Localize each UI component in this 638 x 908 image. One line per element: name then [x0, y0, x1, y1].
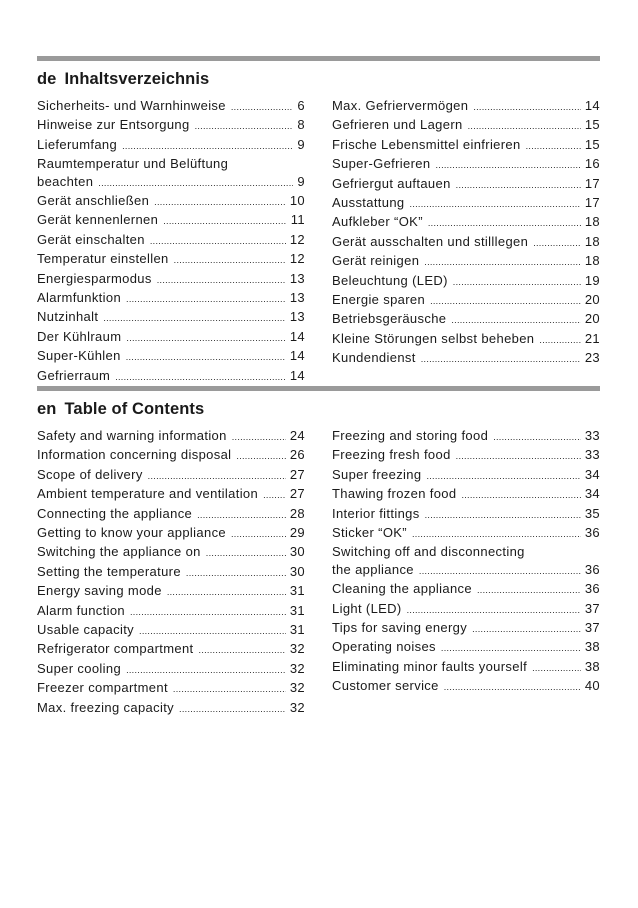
- toc-entry-title: Gefrieren und Lagern: [332, 117, 463, 133]
- toc-entry-page: 11: [290, 212, 305, 228]
- dot-leader: [206, 545, 286, 562]
- toc-entry-title: Super-Gefrieren: [332, 156, 431, 172]
- toc-entry: [332, 485, 600, 504]
- toc-entry-page: 35: [584, 505, 600, 521]
- toc-entry-page: 29: [289, 525, 305, 541]
- dot-leader: [407, 602, 581, 619]
- toc-entry-page: 18: [584, 214, 600, 230]
- dot-leader: [163, 213, 287, 230]
- toc-entry-title: Gerät anschließen: [37, 193, 150, 209]
- language-code: en: [37, 400, 57, 418]
- toc-entry-page: 32: [289, 641, 305, 657]
- toc-entry-page: 34: [584, 466, 600, 482]
- toc-entry: [37, 347, 305, 366]
- toc-entry: [37, 367, 305, 386]
- toc-entry: [332, 658, 600, 677]
- toc-entry: [37, 563, 305, 582]
- toc-entry-page: 16: [584, 156, 600, 172]
- toc-entry-title: Light (LED): [332, 600, 402, 616]
- toc-entry: [37, 699, 305, 718]
- dot-leader: [424, 254, 581, 271]
- toc-entry-title: Frische Lebensmittel einfrieren: [332, 136, 521, 152]
- toc-entry-page: 13: [289, 270, 305, 286]
- toc-entry-page: 9: [297, 136, 305, 152]
- dot-leader: [236, 448, 285, 465]
- dot-leader: [126, 662, 286, 679]
- toc-entry-line: [332, 543, 600, 560]
- toc-entry: [37, 602, 305, 621]
- toc-entry: [37, 289, 305, 308]
- toc-entry: [37, 270, 305, 289]
- dot-leader: [412, 526, 581, 543]
- toc-entry-title: Interior fittings: [332, 505, 420, 521]
- toc-entry: [332, 310, 600, 329]
- toc-entry: [37, 543, 305, 562]
- section-divider: [37, 56, 600, 61]
- dot-leader: [103, 310, 286, 327]
- toc-entry-title: Energy saving mode: [37, 583, 162, 599]
- dot-leader: [232, 429, 286, 446]
- toc-entry-page: 20: [584, 311, 600, 327]
- toc-entry-title: Hinweise zur Entsorgung: [37, 117, 190, 133]
- dot-leader: [453, 274, 581, 291]
- toc-entry-title-continuation: the appliance: [332, 561, 414, 577]
- toc-entry-title: Connecting the appliance: [37, 505, 193, 521]
- toc-entry: [332, 466, 600, 485]
- toc-entry-title: Lieferumfang: [37, 136, 118, 152]
- toc-entry-title: Gerät einschalten: [37, 231, 145, 247]
- toc-entry-title: Getting to know your appliance: [37, 525, 226, 541]
- toc-entry-title: Refrigerator compartment: [37, 641, 194, 657]
- toc-entry: [332, 97, 600, 116]
- toc-entry-page: 14: [289, 367, 305, 383]
- dot-leader: [430, 293, 581, 310]
- dot-leader: [526, 138, 581, 155]
- dot-leader: [174, 252, 286, 269]
- toc-entry-title: Customer service: [332, 678, 439, 694]
- toc-entry: [332, 213, 600, 232]
- toc-entry-title: Temperatur einstellen: [37, 251, 169, 267]
- toc-entry: [37, 640, 305, 659]
- toc-entry-title: Alarmfunktion: [37, 290, 122, 306]
- toc-entry: [332, 136, 600, 155]
- toc-entry: [332, 252, 600, 271]
- dot-leader: [533, 235, 581, 252]
- toc-entry-title: Gefrierraum: [37, 367, 111, 383]
- dot-leader: [186, 565, 286, 582]
- toc-entry-page: 14: [584, 98, 600, 113]
- section-divider: [37, 386, 600, 391]
- toc-entry-title: Switching the appliance on: [37, 544, 201, 560]
- dot-leader: [231, 99, 294, 116]
- toc-entry-page: 12: [289, 231, 305, 247]
- toc-entry-page: 40: [584, 678, 600, 694]
- toc-entry-title: Nutzinhalt: [37, 309, 99, 325]
- toc-entry-title: Ausstattung: [332, 195, 405, 211]
- toc-entry-page: 14: [289, 328, 305, 344]
- dot-leader: [468, 118, 581, 135]
- toc-entry-title: Ambient temperature and ventilation: [37, 486, 259, 502]
- toc-entry: [37, 485, 305, 504]
- dot-leader: [421, 351, 581, 368]
- toc-entry-title: Gerät ausschalten und stilllegen: [332, 233, 529, 249]
- toc-entry-title: Raumtemperatur und Belüftung: [37, 156, 229, 172]
- toc-entry: [332, 175, 600, 194]
- toc-entry-title: Gerät kennenlernen: [37, 212, 159, 228]
- toc-entry: [37, 231, 305, 250]
- toc-entry-page: 34: [584, 486, 600, 502]
- dot-leader: [150, 233, 286, 250]
- toc-entry: [37, 173, 305, 192]
- toc-entry: [37, 446, 305, 465]
- toc-entry-page: 24: [289, 428, 305, 443]
- toc-entry: [37, 660, 305, 679]
- section-heading: [37, 68, 600, 90]
- toc-entry: [332, 524, 600, 543]
- toc-entry-title: Max. Gefriervermögen: [332, 98, 469, 113]
- toc-column-left: [37, 97, 305, 386]
- toc-entry-title: Freezer compartment: [37, 680, 168, 696]
- toc-entry-title: Sicherheits- und Warnhinweise: [37, 98, 226, 113]
- toc-entry: [332, 291, 600, 310]
- dot-leader: [493, 429, 581, 446]
- toc-entry: [37, 136, 305, 155]
- toc-entry: [332, 349, 600, 368]
- toc-entry-page: 31: [289, 622, 305, 638]
- toc-entry: [37, 328, 305, 347]
- toc-entry: [332, 580, 600, 599]
- toc-column-right: [332, 97, 600, 369]
- section-title: Inhaltsverzeichnis: [64, 70, 210, 88]
- dot-leader: [456, 177, 581, 194]
- toc-entry: [37, 308, 305, 327]
- dot-leader: [428, 215, 581, 232]
- toc-entry: [37, 466, 305, 485]
- dot-leader: [122, 138, 293, 155]
- toc-entry-title: Alarm function: [37, 602, 125, 618]
- toc-entry-title: Scope of delivery: [37, 466, 143, 482]
- toc-entry: [37, 582, 305, 601]
- dot-leader: [456, 448, 581, 465]
- dot-leader: [539, 332, 580, 349]
- toc-entry-title: Gefriergut auftauen: [332, 175, 451, 191]
- toc-entry: [332, 330, 600, 349]
- toc-entry-title: Aufkleber “OK”: [332, 214, 423, 230]
- toc-entry-page: 8: [297, 117, 305, 133]
- toc-entry-line: [37, 155, 305, 172]
- toc-entry-page: 23: [584, 350, 600, 366]
- toc-entry-page: 38: [584, 658, 600, 674]
- toc-entry-page: 27: [289, 486, 305, 502]
- toc-entry-title: Thawing frozen food: [332, 486, 457, 502]
- toc-entry: [332, 638, 600, 657]
- toc-entry-page: 31: [289, 602, 305, 618]
- toc-entry-page: 9: [297, 173, 305, 189]
- toc-entry: [332, 427, 600, 446]
- toc-entry: [37, 621, 305, 640]
- dot-leader: [263, 487, 286, 504]
- dot-leader: [410, 196, 581, 213]
- toc-entry-title: Kleine Störungen selbst beheben: [332, 330, 535, 346]
- toc-entry: [332, 677, 600, 696]
- toc-entry-page: 37: [584, 620, 600, 636]
- toc-entry: [37, 505, 305, 524]
- toc-entry: [37, 427, 305, 446]
- dot-leader: [231, 526, 286, 543]
- dot-leader: [98, 175, 293, 192]
- toc-entry-title: Betriebsgeräusche: [332, 311, 447, 327]
- toc-entry: [332, 619, 600, 638]
- dot-leader: [167, 584, 286, 601]
- dot-leader: [195, 118, 294, 135]
- dot-leader: [425, 507, 581, 524]
- toc-entry: [332, 600, 600, 619]
- toc-entry: [332, 561, 600, 580]
- dot-leader: [139, 623, 286, 640]
- toc-entry-page: 19: [584, 272, 600, 288]
- toc-entry-page: 27: [289, 466, 305, 482]
- toc-entry: [332, 233, 600, 252]
- dot-leader: [435, 157, 580, 174]
- toc-entry: [37, 679, 305, 698]
- toc-entry: [332, 446, 600, 465]
- toc-entry-page: 32: [289, 660, 305, 676]
- dot-leader: [444, 679, 581, 696]
- toc-entry-page: 21: [584, 330, 600, 346]
- dot-leader: [115, 369, 286, 386]
- dot-leader: [148, 468, 286, 485]
- dot-leader: [419, 563, 581, 580]
- toc-entry-page: 10: [289, 193, 305, 209]
- toc-entry-title: Super freezing: [332, 466, 422, 482]
- toc-entry: [332, 116, 600, 135]
- toc-entry-page: 18: [584, 233, 600, 249]
- dot-leader: [451, 312, 580, 329]
- toc-entry-page: 32: [289, 680, 305, 696]
- dot-leader: [473, 99, 581, 116]
- toc-entry-page: 37: [584, 600, 600, 616]
- toc-entry-title: Switching off and disconnecting: [332, 544, 525, 560]
- dot-leader: [154, 194, 286, 211]
- toc-entry: [332, 272, 600, 291]
- toc-entry-page: 15: [584, 117, 600, 133]
- toc-entry-page: 26: [289, 447, 305, 463]
- toc-entry-page: 36: [584, 581, 600, 597]
- dot-leader: [197, 507, 286, 524]
- dot-leader: [472, 621, 581, 638]
- toc-entry-page: 12: [289, 251, 305, 267]
- toc-entry: [37, 524, 305, 543]
- toc-section-de: [37, 56, 600, 383]
- toc-entry-title: Energiesparmodus: [37, 270, 152, 286]
- dot-leader: [532, 660, 581, 677]
- toc-entry-page: 36: [584, 561, 600, 577]
- toc-entry-title: Freezing and storing food: [332, 428, 489, 443]
- toc-entry-page: 36: [584, 525, 600, 541]
- toc-entry-page: 20: [584, 292, 600, 308]
- toc-entry: [37, 116, 305, 135]
- dot-leader: [126, 291, 286, 308]
- toc-entry-title: Information concerning disposal: [37, 447, 232, 463]
- toc-entry: [332, 505, 600, 524]
- toc-entry-page: 30: [289, 544, 305, 560]
- dot-leader: [126, 330, 285, 347]
- toc-entry-title: Super cooling: [37, 660, 122, 676]
- toc-entry-page: 30: [289, 563, 305, 579]
- dot-leader: [477, 582, 581, 599]
- toc-entry-title: Super-Kühlen: [37, 348, 121, 364]
- toc-entry-page: 15: [584, 136, 600, 152]
- toc-entry-title: Sticker “OK”: [332, 525, 407, 541]
- toc-entry-title: Gerät reinigen: [332, 253, 420, 269]
- toc-entry: [332, 194, 600, 213]
- dot-leader: [426, 468, 580, 485]
- toc-entry-page: 17: [584, 175, 600, 191]
- toc-entry-page: 38: [584, 639, 600, 655]
- toc-column-right: [332, 427, 600, 697]
- dot-leader: [179, 701, 286, 718]
- dot-leader: [157, 272, 286, 289]
- toc-entry: [332, 155, 600, 174]
- toc-entry-page: 13: [289, 290, 305, 306]
- toc-entry-title: Tips for saving energy: [332, 620, 468, 636]
- toc-entry-title: Max. freezing capacity: [37, 699, 175, 715]
- toc-entry-title: Usable capacity: [37, 622, 135, 638]
- toc-entry-page: 6: [297, 98, 305, 113]
- toc-entry-title: Energie sparen: [332, 292, 426, 308]
- toc-entry-title: Operating noises: [332, 639, 436, 655]
- toc-entry-page: 32: [289, 699, 305, 715]
- toc-entry-page: 14: [289, 348, 305, 364]
- toc-section-en: [37, 386, 600, 715]
- toc-entry-title: Kundendienst: [332, 350, 416, 366]
- toc-entry-title: Safety and warning information: [37, 428, 227, 443]
- toc-entry-title: Freezing fresh food: [332, 447, 451, 463]
- toc-entry-title-continuation: beachten: [37, 173, 94, 189]
- toc-entry: [37, 192, 305, 211]
- section-title: Table of Contents: [64, 400, 205, 418]
- toc-entry-page: 28: [289, 505, 305, 521]
- dot-leader: [199, 642, 286, 659]
- toc-entry-title: Eliminating minor faults yourself: [332, 658, 528, 674]
- toc-entry-page: 18: [584, 253, 600, 269]
- toc-entry: [37, 250, 305, 269]
- dot-leader: [173, 681, 286, 698]
- dot-leader: [126, 349, 286, 366]
- toc-entry-page: 33: [584, 447, 600, 463]
- toc-entry-title: Beleuchtung (LED): [332, 272, 448, 288]
- section-heading: [37, 398, 600, 420]
- toc-entry-page: 33: [584, 428, 600, 443]
- toc-entry-title: Cleaning the appliance: [332, 581, 472, 597]
- toc-entry-page: 13: [289, 309, 305, 325]
- dot-leader: [130, 604, 286, 621]
- toc-entry: [37, 97, 305, 116]
- dot-leader: [461, 487, 580, 504]
- toc-column-left: [37, 427, 305, 718]
- language-code: de: [37, 70, 57, 88]
- toc-entry: [37, 211, 305, 230]
- toc-entry-title: Setting the temperature: [37, 563, 181, 579]
- toc-entry-page: 17: [584, 195, 600, 211]
- dot-leader: [441, 640, 581, 657]
- toc-entry-page: 31: [289, 583, 305, 599]
- toc-entry-title: Der Kühlraum: [37, 328, 122, 344]
